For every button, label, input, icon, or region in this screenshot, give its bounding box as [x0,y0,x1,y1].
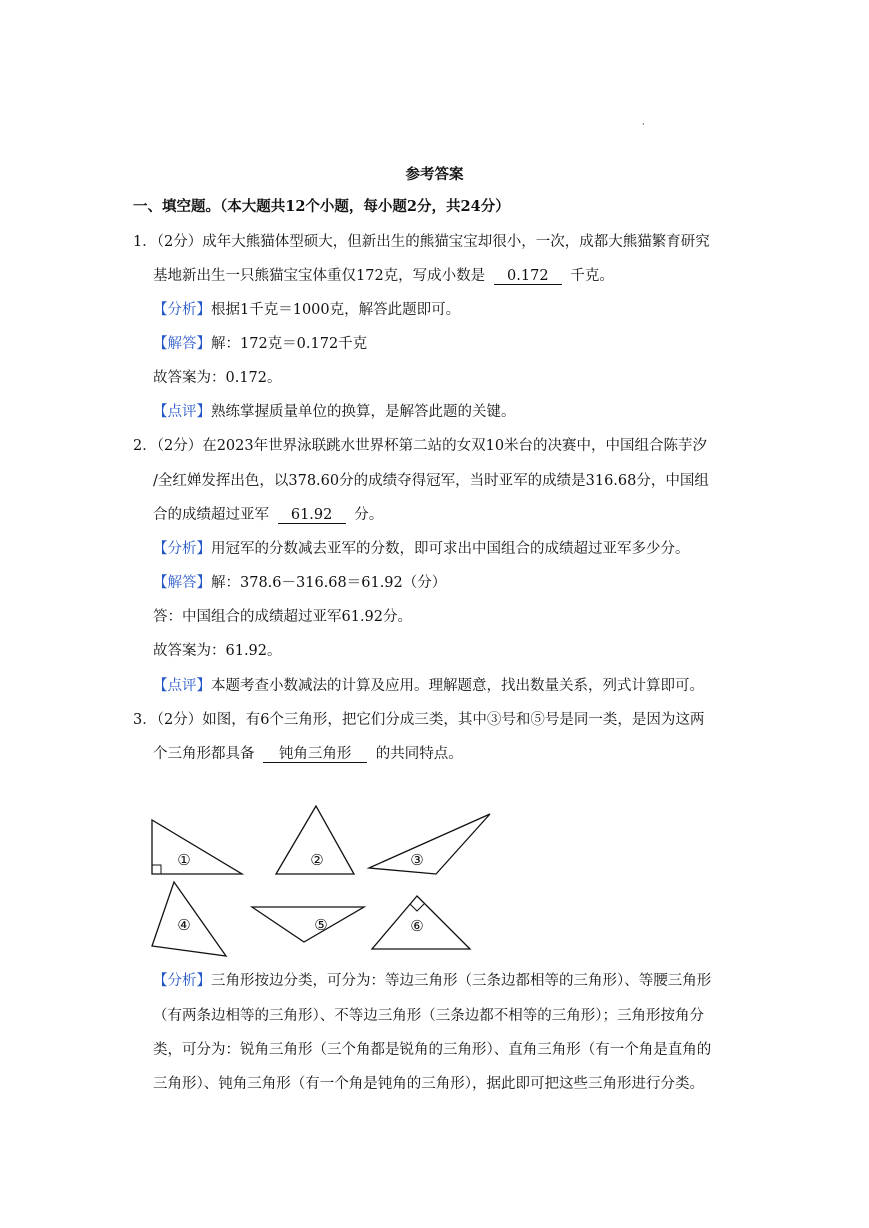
q2-line3-before: 合的成绩超过亚军 [153,507,269,523]
label-5: ⑤ [314,916,328,934]
q2-comment-text: 本题考查小数减法的计算及应用。理解题意，找出数量关系，列式计算即可。 [211,678,704,694]
right-angle-mark-1 [152,865,161,874]
q2-line3 [153,503,383,524]
label-6: ⑥ [410,917,424,935]
q1-solution-text: 解：172克＝0.172千克 [211,336,368,352]
label-2: ② [310,851,324,869]
q3-line2 [153,742,463,763]
q1-analysis [153,298,460,319]
triangles-figure [140,800,500,960]
comment-tag: 【点评】 [153,404,211,420]
q2-result: 故答案为：61.92。 [153,643,282,659]
solution-tag: 【解答】 [153,336,211,352]
q2-line1: 2．（2分）在2023年世界泳联跳水世界杯第二站的女双10米台的决赛中，中国组合陈芋汐 [133,438,708,454]
q1-line1: 1．（2分）成年大熊猫体型硕大，但新出生的熊猫宝宝却很小，一次，成都大熊猫繁育研究 [133,234,710,250]
q2-comment [153,674,704,695]
analysis-tag: 【分析】 [153,541,211,557]
q1-comment [153,400,516,421]
q1-line2-before: 基地新出生一只熊猫宝宝体重仅172克，写成小数是 [153,268,486,284]
q2-line2: /全红婵发挥出色，以378.60分的成绩夺得冠军，当时亚军的成绩是316.68分，中国组 [153,473,709,489]
q1-result: 故答案为：0.172。 [153,370,282,386]
solution-tag: 【解答】 [153,575,211,591]
q1-comment-text: 熟练掌握质量单位的换算，是解答此题的关键。 [211,404,516,420]
q3-line2-before: 个三角形都具备 [153,746,255,762]
q1-analysis-text: 根据1千克＝1000克，解答此题即可。 [211,302,461,318]
q2-answer-line: 答：中国组合的成绩超过亚军61.92分。 [153,609,413,625]
q3-line2-after: 的共同特点。 [375,746,463,762]
right-angle-mark-6 [410,904,424,911]
q3-analysis-line2: （有两条边相等的三角形）、不等边三角形（三条边都不相等的三角形）；三角形按角分 [153,1008,704,1024]
page-title: 参考答案 [405,166,464,183]
label-4: ④ [177,916,191,934]
q2-analysis [153,537,690,558]
q3-line1: 3．（2分）如图，有6个三角形，把它们分成三类，其中③号和⑤号是同一类，是因为这两 [133,712,705,728]
header-dot: · [642,120,645,130]
q2-answer-blank: 61.92 [278,507,346,524]
q2-analysis-text: 用冠军的分数减去亚军的分数，即可求出中国组合的成绩超过亚军多少分。 [211,541,690,557]
analysis-tag: 【分析】 [153,973,211,989]
q1-answer-blank: 0.172 [494,268,562,285]
q2-solution-text: 解：378.6－316.68＝61.92（分） [211,575,447,591]
label-3: ③ [410,851,424,869]
analysis-tag: 【分析】 [153,302,211,318]
q1-line2-after: 千克。 [570,268,614,284]
triangle-1 [152,820,242,874]
q3-analysis-line4: 三角形）、钝角三角形（有一个角是钝角的三角形），据此即可把这些三角形进行分类。 [153,1076,704,1092]
triangle-3 [369,814,490,874]
q3-analysis-line1 [153,969,711,990]
label-1: ① [177,851,191,869]
comment-tag: 【点评】 [153,678,211,694]
q1-solution [153,332,367,353]
q3-answer-blank: 钝角三角形 [263,746,367,763]
q1-line2 [153,264,614,285]
q3-analysis-line3: 类，可分为：锐角三角形（三个角都是锐角的三角形）、直角三角形（有一个角是直角的 [153,1042,712,1058]
q2-solution [153,571,446,592]
triangle-5 [252,907,364,942]
q3-analysis-text-1: 三角形按边分类，可分为：等边三角形（三条边都相等的三角形）、等腰三角形 [211,973,712,989]
q2-line3-after: 分。 [354,507,384,523]
section-heading: 一、填空题。（本大题共12个小题，每小题2分，共24分） [133,198,510,215]
